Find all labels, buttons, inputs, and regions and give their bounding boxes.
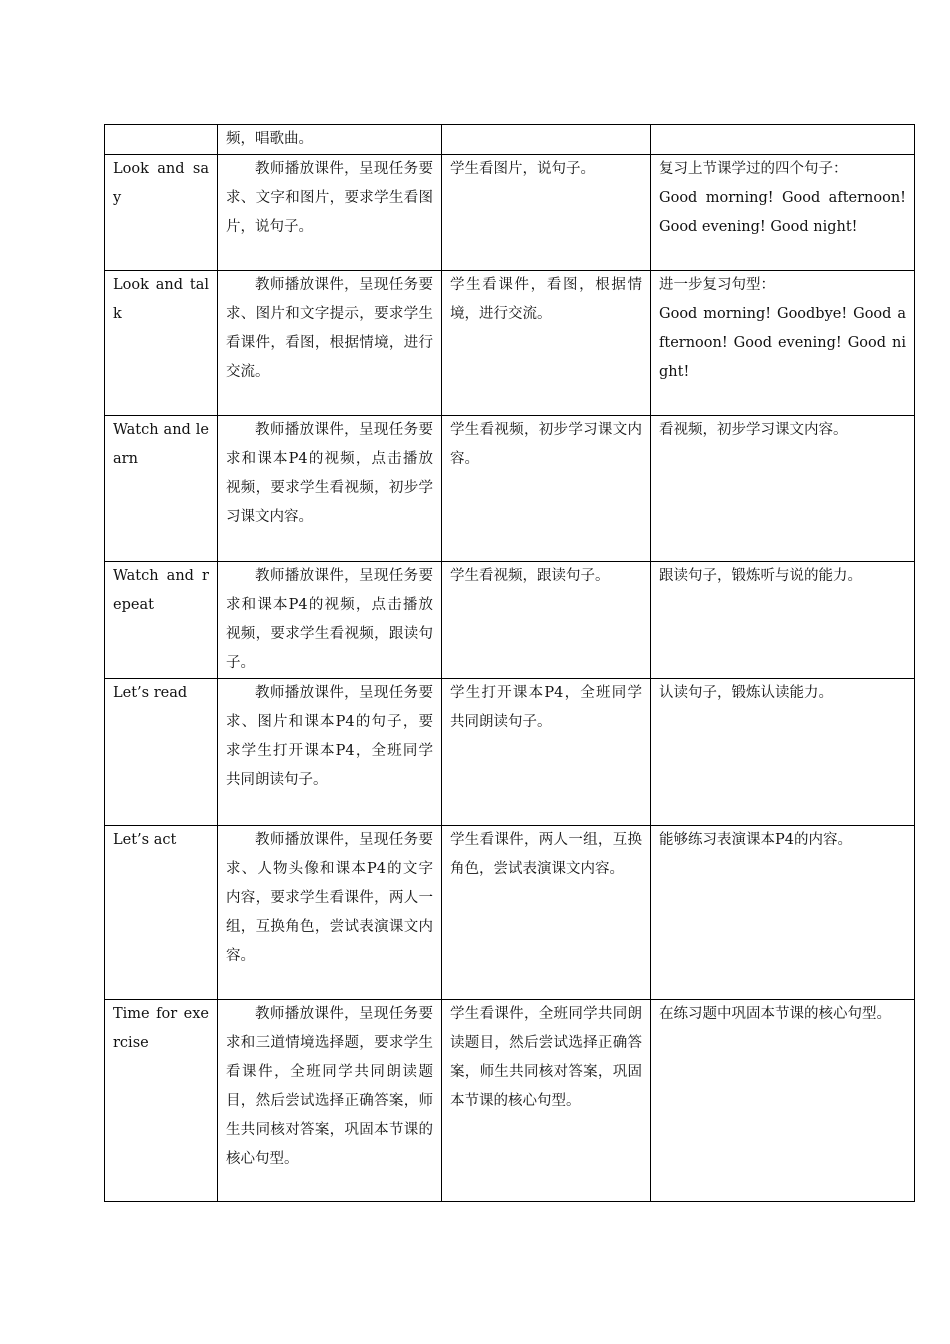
purpose-cell [651, 416, 915, 562]
step-cell: Look and say [105, 155, 218, 271]
table-row [105, 271, 915, 416]
purpose-line: Good morning! Good afternoon! Good evening! Good night! [659, 190, 906, 235]
table-row [105, 679, 915, 826]
step-cell: Let’s act [105, 826, 218, 1000]
teacher-activity-text: 教师播放课件，呈现任务要求和课本P4的视频，点击播放视频，要求学生看视频，初步学习课文内容。 [226, 422, 433, 525]
purpose-line: Good morning! Goodbye! Good afternoon! Good evening! Good night! [659, 306, 906, 380]
teacher-activity-text: 教师播放课件，呈现任务要求、图片和文字提示，要求学生看课件，看图，根据情境，进行交流。 [226, 277, 433, 380]
purpose-line: 复习上节课学过的四个句子： [659, 161, 848, 177]
teacher-activity-cell [218, 416, 442, 562]
student-activity-cell: 学生看图片，说句子。 [442, 155, 651, 271]
teacher-activity-cell [218, 826, 442, 1000]
step-cell: Time for exercise [105, 1000, 218, 1202]
table-row [105, 125, 915, 155]
teacher-activity-cell [218, 271, 442, 416]
purpose-line: 认读句子，锻炼认读能力。 [659, 685, 833, 701]
step-cell: Look and talk [105, 271, 218, 416]
table-row [105, 1000, 915, 1202]
student-activity-cell: 学生看课件，全班同学共同朗读题目，然后尝试选择正确答案，师生共同核对答案，巩固本节课的核心句型。 [442, 1000, 651, 1202]
step-cell: Watch and learn [105, 416, 218, 562]
teacher-activity-cell [218, 679, 442, 826]
teacher-activity-cell [218, 1000, 442, 1202]
teacher-activity-cell [218, 562, 442, 679]
lesson-plan-table [104, 124, 915, 1202]
purpose-cell [651, 271, 915, 416]
teacher-activity-cell [218, 155, 442, 271]
student-activity-cell: 学生看课件，看图，根据情境，进行交流。 [442, 271, 651, 416]
student-activity-cell: 学生打开课本P4，全班同学共同朗读句子。 [442, 679, 651, 826]
teacher-activity-text: 教师播放课件，呈现任务要求、文字和图片，要求学生看图片，说句子。 [226, 161, 433, 235]
purpose-line: 在练习题中巩固本节课的核心句型。 [659, 1006, 891, 1022]
teacher-activity-text: 教师播放课件，呈现任务要求、人物头像和课本P4的文字内容，要求学生看课件，两人一组，互换角色，尝试表演课文内容。 [226, 832, 433, 964]
purpose-line: 进一步复习句型： [659, 277, 775, 293]
table-row [105, 155, 915, 271]
teacher-activity-cell [218, 125, 442, 155]
purpose-cell [651, 679, 915, 826]
teacher-activity-text: 频，唱歌曲。 [226, 131, 313, 147]
step-cell: Watch and repeat [105, 562, 218, 679]
step-cell: Let’s read [105, 679, 218, 826]
table-row [105, 826, 915, 1000]
purpose-line: 能够练习表演课本P4的内容。 [659, 832, 852, 848]
purpose-cell [651, 562, 915, 679]
purpose-cell [651, 1000, 915, 1202]
purpose-line: 看视频，初步学习课文内容。 [659, 422, 848, 438]
student-activity-cell: 学生看课件，两人一组，互换角色，尝试表演课文内容。 [442, 826, 651, 1000]
purpose-line: 跟读句子，锻炼听与说的能力。 [659, 568, 862, 584]
teacher-activity-text: 教师播放课件，呈现任务要求和三道情境选择题，要求学生看课件，全班同学共同朗读题目，然后尝试选择正确答案，师生共同核对答案，巩固本节课的核心句型。 [226, 1006, 433, 1167]
table-row [105, 416, 915, 562]
teacher-activity-text: 教师播放课件，呈现任务要求和课本P4的视频，点击播放视频，要求学生看视频，跟读句子。 [226, 568, 433, 671]
purpose-cell [651, 155, 915, 271]
table-row [105, 562, 915, 679]
student-activity-cell: 学生看视频，跟读句子。 [442, 562, 651, 679]
teacher-activity-text: 教师播放课件，呈现任务要求、图片和课本P4的句子，要求学生打开课本P4，全班同学共同朗读句子。 [226, 685, 433, 788]
student-activity-cell [442, 125, 651, 155]
student-activity-cell: 学生看视频，初步学习课文内容。 [442, 416, 651, 562]
purpose-cell [651, 125, 915, 155]
purpose-cell [651, 826, 915, 1000]
step-cell [105, 125, 218, 155]
